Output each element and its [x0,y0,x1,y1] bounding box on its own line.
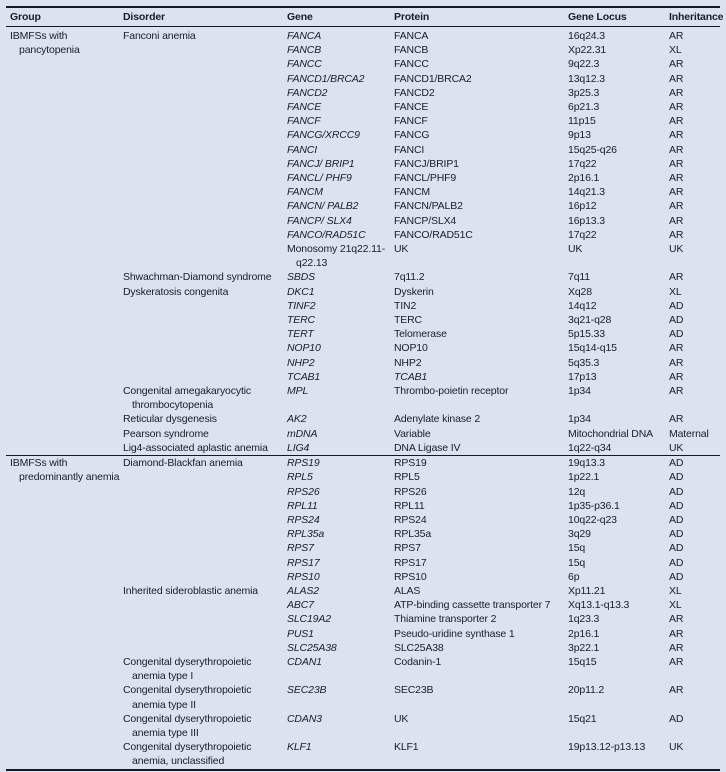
protein-cell: TCAB1 [394,370,428,383]
group-cell: IBMFSs with predominantly anemia [6,456,123,770]
gene-locus-cell: 16p13.3 [568,214,605,227]
gene-locus-cell: 15q [568,542,586,555]
inheritance-cell: AD [669,485,684,498]
disorder-cell: Inherited sideroblastic anemia [123,584,258,597]
gene-cell: AK2 [287,413,307,426]
inheritance-cell: UK [669,741,684,754]
protein-cell: Thrombo-poietin receptor [394,385,509,398]
inheritance-cell: AR [669,655,684,668]
gene-cell: Monosomy 21q22.11-q22.13 [287,243,386,270]
inheritance-cell: AD [669,299,684,312]
gene-locus-cell: 3p22.1 [568,641,600,654]
table-body [6,27,720,770]
protein-cell: Codanin-1 [394,655,442,668]
inheritance-cell: AR [669,271,684,284]
protein-cell: FANCN/PALB2 [394,200,463,213]
inheritance-cell: AR [669,157,684,170]
protein-cell: FANCC [394,58,429,71]
gene-cell: CDAN3 [287,712,322,725]
gene-locus-cell: 19q13.3 [568,456,669,471]
disorder-cell: Congenital dyserythropoietic anemia type I [123,655,252,683]
inheritance-cell: XL [669,584,682,597]
gene-cell: NHP2 [287,356,315,369]
inheritance-cell: AR [669,143,684,156]
protein-cell: RPS10 [394,570,427,583]
protein-cell: RPL35a [394,528,432,541]
gene-cell: RPS17 [287,556,320,569]
col-header-gene: Gene [287,7,394,27]
protein-cell: RPS7 [394,542,421,555]
gene-cell: PUS1 [287,627,314,640]
gene-locus-cell: 9p13 [568,129,591,142]
gene-locus-cell: Xp11.21 [568,584,606,597]
gene-locus-cell: 2p16.1 [568,172,600,185]
inheritance-cell: AD [669,328,684,341]
inheritance-cell: AR [669,228,684,241]
table-header [6,7,724,27]
gene-locus-cell: Xq13.1-q13.3 [568,599,630,612]
gene-locus-cell: 17p13 [568,370,597,383]
gene-locus-cell: Xp22.31 [568,44,607,57]
disorder-cell: Congenital amegakaryocytic thrombocytopenia [123,385,252,412]
gene-cell: FANCL/ PHF9 [287,172,352,185]
protein-cell: RPS24 [394,513,427,526]
inheritance-cell: AR [669,385,684,398]
gene-cell: RPS24 [287,513,320,526]
gene-locus-cell: 15q15 [568,655,597,668]
gene-locus-cell: 15q [568,556,586,569]
protein-cell: RPS17 [394,556,427,569]
gene-cell: FANCP/ SLX4 [287,214,352,227]
gene-cell: RPS10 [287,570,320,583]
inheritance-cell: AD [669,456,720,471]
gene-cell: FANCA [287,30,322,42]
protein-cell: UK [394,712,409,725]
protein-cell: NOP10 [394,342,428,355]
disorder-cell: Fanconi anemia [123,30,196,42]
gene-cell: SLC19A2 [287,613,331,626]
gene-cell: FANCF [287,115,321,128]
inheritance-cell: AR [669,115,684,128]
protein-cell: SLC25A38 [394,641,444,654]
inheritance-cell: XL [669,285,682,298]
inheritance-cell: AR [669,342,684,355]
gene-cell: TERC [287,314,315,327]
inheritance-cell: AR [669,370,684,383]
disorder-cell: Congenital dyserythropoietic anemia type III [123,712,252,739]
gene-locus-cell: 14q12 [568,299,597,312]
inheritance-cell: AR [669,129,684,142]
gene-cell: FANCB [287,44,322,57]
gene-cell: RPS19 [287,456,394,471]
inheritance-cell: AR [669,186,684,199]
protein-cell: FANCM [394,186,431,199]
gene-cell: TINF2 [287,299,316,312]
protein-cell: KLF1 [394,741,419,754]
disorder-cell: Diamond-Blackfan anemia [123,456,287,584]
protein-cell: FANCD1/BRCA2 [394,72,472,85]
protein-cell: FANCE [394,101,429,114]
inheritance-cell: Maternal [669,427,709,440]
gene-locus-cell: 6p21.3 [568,101,600,114]
protein-cell: RPS19 [394,456,568,471]
gene-locus-cell: 3q29 [568,528,591,541]
gene-locus-cell: 10q22-q23 [568,513,617,526]
table-row [6,456,720,471]
gene-locus-cell: 16p12 [568,200,597,213]
disorder-cell: Pearson syndrome [123,427,209,440]
col-header-inheritance: Inheritance [669,7,720,27]
col-header-disorder: Disorder [123,7,287,27]
gene-cell: TCAB1 [287,370,321,383]
ibmfs-table [6,6,724,771]
gene-locus-cell: 11p15 [568,115,596,128]
protein-cell: 7q11.2 [394,271,425,284]
protein-cell: UK [394,243,409,256]
group-cell: IBMFSs with pancytopenia [10,30,80,57]
inheritance-cell: AD [669,542,684,555]
gene-locus-cell: 20p11.2 [568,684,605,697]
inheritance-cell: AD [669,712,684,725]
inheritance-cell: AR [669,30,684,42]
gene-cell: FANCM [287,186,323,199]
gene-locus-cell: 7q11 [568,271,590,284]
gene-locus-cell: 15q25-q26 [568,143,617,156]
inheritance-cell: AD [669,513,684,526]
gene-cell: mDNA [287,427,318,440]
gene-cell: RPL11 [287,499,318,512]
gene-locus-cell: Xq28 [568,285,592,298]
protein-cell: TIN2 [394,299,417,312]
inheritance-cell: AR [669,72,684,85]
gene-cell: RPS7 [287,542,314,555]
protein-cell: FANCL/PHF9 [394,172,457,185]
protein-cell: FANCI [394,143,425,156]
inheritance-cell: AR [669,356,684,369]
protein-cell: RPL11 [394,499,425,512]
inheritance-cell: AD [669,570,684,583]
protein-cell: FANCF [394,115,428,128]
disorder-cell: Lig4-associated aplastic anemia [123,441,268,454]
col-header-group: Group [6,7,123,27]
inheritance-cell: AD [669,528,684,541]
gene-locus-cell: UK [568,243,583,256]
protein-cell: TERC [394,314,422,327]
gene-locus-cell: 19p13.12-p13.13 [568,741,646,754]
gene-locus-cell: 16q24.3 [568,30,605,42]
protein-cell: Pseudo-uridine synthase 1 [394,627,515,640]
inheritance-cell: AR [669,58,684,71]
protein-cell: ATP-binding cassette transporter 7 [394,599,551,612]
gene-locus-cell: 5q35.3 [568,356,600,369]
gene-cell: FANCN/ PALB2 [287,200,359,213]
gene-cell: FANCJ/ BRIP1 [287,157,355,170]
protein-cell: FANCB [394,44,429,57]
gene-cell: RPS26 [287,485,320,498]
inheritance-cell: AR [669,200,684,213]
gene-locus-cell: 3q21-q28 [568,314,612,327]
protein-cell: Dyskerin [394,285,434,298]
protein-cell: SEC23B [394,684,434,697]
disorder-cell: Reticular dysgenesis [123,413,217,426]
protein-cell: Telomerase [394,328,447,341]
inheritance-cell: AD [669,314,684,327]
disorder-cell: Congenital dyserythropoietic anemia type II [123,684,252,711]
protein-cell: DNA Ligase IV [394,441,461,454]
inheritance-cell: AR [669,101,684,114]
inheritance-cell: XL [669,44,682,57]
gene-cell: TERT [287,328,314,341]
gene-locus-cell: 6p [568,570,580,583]
inheritance-cell: AD [669,471,684,484]
inheritance-cell: AR [669,214,684,227]
gene-cell: FANCE [287,101,322,114]
gene-locus-cell: 2p16.1 [568,627,600,640]
protein-cell: Adenylate kinase 2 [394,413,481,426]
gene-cell: DKC1 [287,285,315,298]
inheritance-cell: AD [669,499,684,512]
gene-cell: FANCD2 [287,86,328,99]
gene-locus-cell: 12q [568,485,586,498]
gene-locus-cell: Mitochondrial DNA [568,427,653,440]
gene-locus-cell: 3p25.3 [568,86,600,99]
col-header-gene-locus: Gene Locus [568,7,669,27]
inheritance-cell: UK [669,243,684,256]
gene-locus-cell: 5p15.33 [568,328,605,341]
gene-locus-cell: 17q22 [568,228,597,241]
protein-cell: FANCO/RAD51C [394,228,473,241]
gene-locus-cell: 15q21 [568,712,597,725]
protein-cell: Thiamine transporter 2 [394,613,497,626]
gene-locus-cell: 1q22-q34 [568,441,612,454]
inheritance-cell: XL [669,599,682,612]
gene-locus-cell: 1p34 [568,413,591,426]
inheritance-cell: AR [669,641,684,654]
protein-cell: NHP2 [394,356,422,369]
gene-cell: NOP10 [287,342,321,355]
inheritance-cell: AR [669,413,684,426]
gene-locus-cell: 17q22 [568,157,597,170]
gene-cell: ABC7 [287,599,314,612]
inheritance-cell: AR [669,613,684,626]
inheritance-cell: UK [669,441,684,454]
disorder-cell: Congenital dyserythropoietic anemia, unclassified [123,741,252,768]
table-row [6,27,720,44]
gene-cell: LIG4 [287,441,310,454]
gene-locus-cell: 1p35-p36.1 [568,499,620,512]
gene-cell: FANCI [287,143,317,156]
gene-locus-cell: 1q23.3 [568,613,600,626]
protein-cell: ALAS [394,584,421,597]
gene-locus-cell: 15q14-q15 [568,342,617,355]
gene-cell: FANCD1/BRCA2 [287,72,365,85]
inheritance-cell: AR [669,86,684,99]
gene-cell: MPL [287,385,309,398]
gene-locus-cell: 13q12.3 [568,72,605,85]
gene-cell: RPL5 [287,471,313,484]
protein-cell: FANCP/SLX4 [394,214,457,227]
disorder-cell: Shwachman-Diamond syndrome [123,271,272,284]
gene-locus-cell: 14q21.3 [568,186,605,199]
protein-cell: FANCJ/BRIP1 [394,157,459,170]
gene-cell: SLC25A38 [287,641,337,654]
protein-cell: FANCG [394,129,430,142]
gene-cell: SEC23B [287,684,327,697]
inheritance-cell: AD [669,556,684,569]
inheritance-cell: AR [669,172,684,185]
gene-cell: KLF1 [287,741,312,754]
protein-cell: RPS26 [394,485,427,498]
protein-cell: RPL5 [394,471,420,484]
gene-cell: FANCO/RAD51C [287,228,366,241]
gene-cell: CDAN1 [287,655,322,668]
gene-cell: FANCG/XRCC9 [287,129,360,142]
inheritance-cell: AR [669,684,684,697]
protein-cell: Variable [394,427,431,440]
gene-locus-cell: 1p34 [568,385,591,398]
gene-cell: ALAS2 [287,584,319,597]
header-row [6,7,720,27]
gene-locus-cell: 1p22.1 [568,471,600,484]
gene-cell: RPL35a [287,528,325,541]
protein-cell: FANCD2 [394,86,435,99]
protein-cell: FANCA [394,30,429,42]
gene-locus-cell: 9q22.3 [568,58,600,71]
col-header-protein: Protein [394,7,568,27]
gene-cell: FANCC [287,58,322,71]
gene-cell: SBDS [287,271,315,284]
inheritance-cell: AR [669,627,684,640]
disorder-cell: Dyskeratosis congenita [123,285,229,298]
